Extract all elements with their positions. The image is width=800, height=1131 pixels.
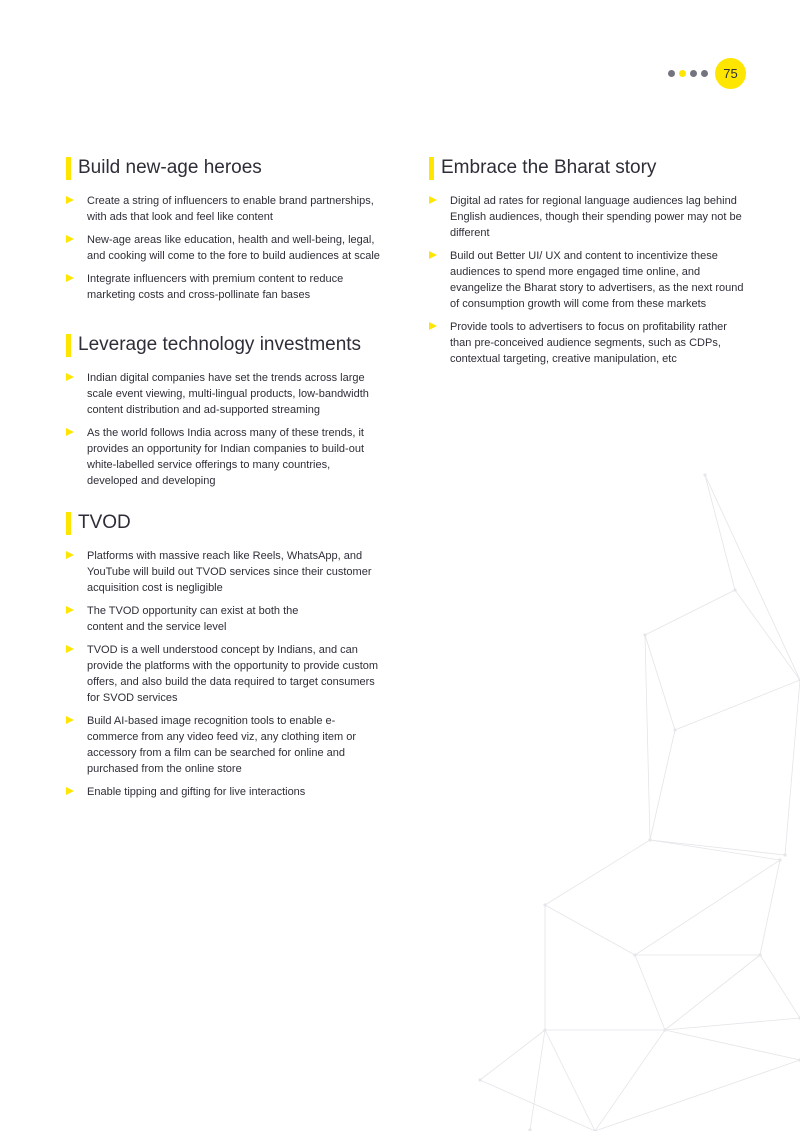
triangle-bullet-icon: [66, 716, 74, 724]
triangle-bullet-icon: [66, 235, 74, 243]
right-column: [429, 157, 745, 374]
bullet-item: [66, 713, 382, 777]
bullet-text: The TVOD opportunity can exist at both the content and the service level: [87, 605, 299, 633]
section-title: Embrace the Bharat story: [441, 157, 657, 178]
bullet-text: Digital ad rates for regional language audiences lag behind English audiences, though their spending power may not be different: [450, 195, 742, 239]
triangle-bullet-icon: [66, 428, 74, 436]
bullet-item: [429, 319, 745, 367]
bullet-item: [429, 248, 745, 312]
heading-accent-bar: [66, 334, 71, 357]
page-indicator: [668, 58, 746, 88]
heading-accent-bar: [66, 157, 71, 180]
triangle-bullet-icon: [66, 551, 74, 559]
page-number: 75: [715, 58, 746, 89]
triangle-bullet-icon: [66, 196, 74, 204]
section-heading: [66, 334, 382, 356]
bullet-text: New-age areas like education, health and well-being, legal, and cooking will come to the fore to build audiences at scale: [87, 234, 380, 262]
section-tvod: [66, 512, 382, 800]
page-dot-1: [668, 70, 675, 77]
page-dot-3: [690, 70, 697, 77]
bullet-list: [429, 193, 745, 367]
bullet-item: [66, 193, 382, 225]
bullet-text: Build AI-based image recognition tools to enable e-commerce from any video feed viz, any clothing item or accessory from a film can be searched for online and purchased from the online store: [87, 715, 357, 775]
section-heading: [66, 512, 382, 534]
section-embrace-the-bharat-story: [429, 157, 745, 367]
bullet-item: [66, 271, 382, 303]
bullet-text: Indian digital companies have set the trends across large scale event viewing, multi-lingual products, low-bandwidth content distribution and ad-supported streaming: [87, 372, 369, 416]
bullet-item: [429, 193, 745, 241]
triangle-bullet-icon: [66, 787, 74, 795]
section-title: Build new-age heroes: [78, 157, 262, 178]
bullet-item: [66, 548, 382, 596]
triangle-bullet-icon: [429, 251, 437, 259]
triangle-bullet-icon: [66, 606, 74, 614]
bullet-list: [66, 193, 382, 303]
bullet-list: [66, 548, 382, 800]
bullet-item: [66, 232, 382, 264]
section-title: Leverage technology investments: [78, 334, 362, 355]
heading-accent-bar: [429, 157, 434, 180]
section-build-new-age-heroes: [66, 157, 382, 303]
network-background-graphic: [470, 470, 800, 1131]
section-heading: [66, 157, 382, 179]
section-heading: [429, 157, 745, 179]
bullet-text: Integrate influencers with premium content to reduce marketing costs and cross-pollinate fan bases: [87, 273, 344, 301]
bullet-list: [66, 370, 382, 489]
section-leverage-technology-investments: [66, 334, 382, 489]
section-title: TVOD: [78, 512, 131, 533]
bullet-text: Create a string of influencers to enable brand partnerships, with ads that look and feel like content: [87, 195, 374, 223]
bullet-text: Build out Better UI/ UX and content to incentivize these audiences to spend more engaged time online, and evangelize the Bharat story to advertisers, as the next round of consumption growth will come from these markets: [450, 250, 744, 310]
page-dot-2: [679, 70, 686, 77]
bullet-text: Provide tools to advertisers to focus on profitability rather than pre-conceived audience segments, such as CDPs, contextual targeting, creative manipulation, etc: [450, 321, 727, 365]
bullet-item: [66, 642, 382, 706]
bullet-text: Platforms with massive reach like Reels, WhatsApp, and YouTube will build out TVOD services since their customer acquisition cost is negligible: [87, 550, 372, 594]
heading-accent-bar: [66, 512, 71, 535]
triangle-bullet-icon: [429, 196, 437, 204]
bullet-text: TVOD is a well understood concept by Indians, and can provide the platforms with the opportunity to provide custom offers, and also build the data required to target consumers for SVOD services: [87, 644, 379, 704]
bullet-item: [66, 603, 337, 635]
bullet-item: [66, 370, 382, 418]
triangle-bullet-icon: [429, 322, 437, 330]
bullet-item: [66, 784, 382, 800]
left-column: [66, 157, 382, 807]
triangle-bullet-icon: [66, 645, 74, 653]
bullet-text: As the world follows India across many of these trends, it provides an opportunity for Indian companies to build-out white-labelled service offerings to many countries, developed and developing: [87, 427, 365, 487]
bullet-item: [66, 425, 382, 489]
triangle-bullet-icon: [66, 274, 74, 282]
page-dot-4: [701, 70, 708, 77]
bullet-text: Enable tipping and gifting for live interactions: [87, 786, 306, 798]
triangle-bullet-icon: [66, 373, 74, 381]
